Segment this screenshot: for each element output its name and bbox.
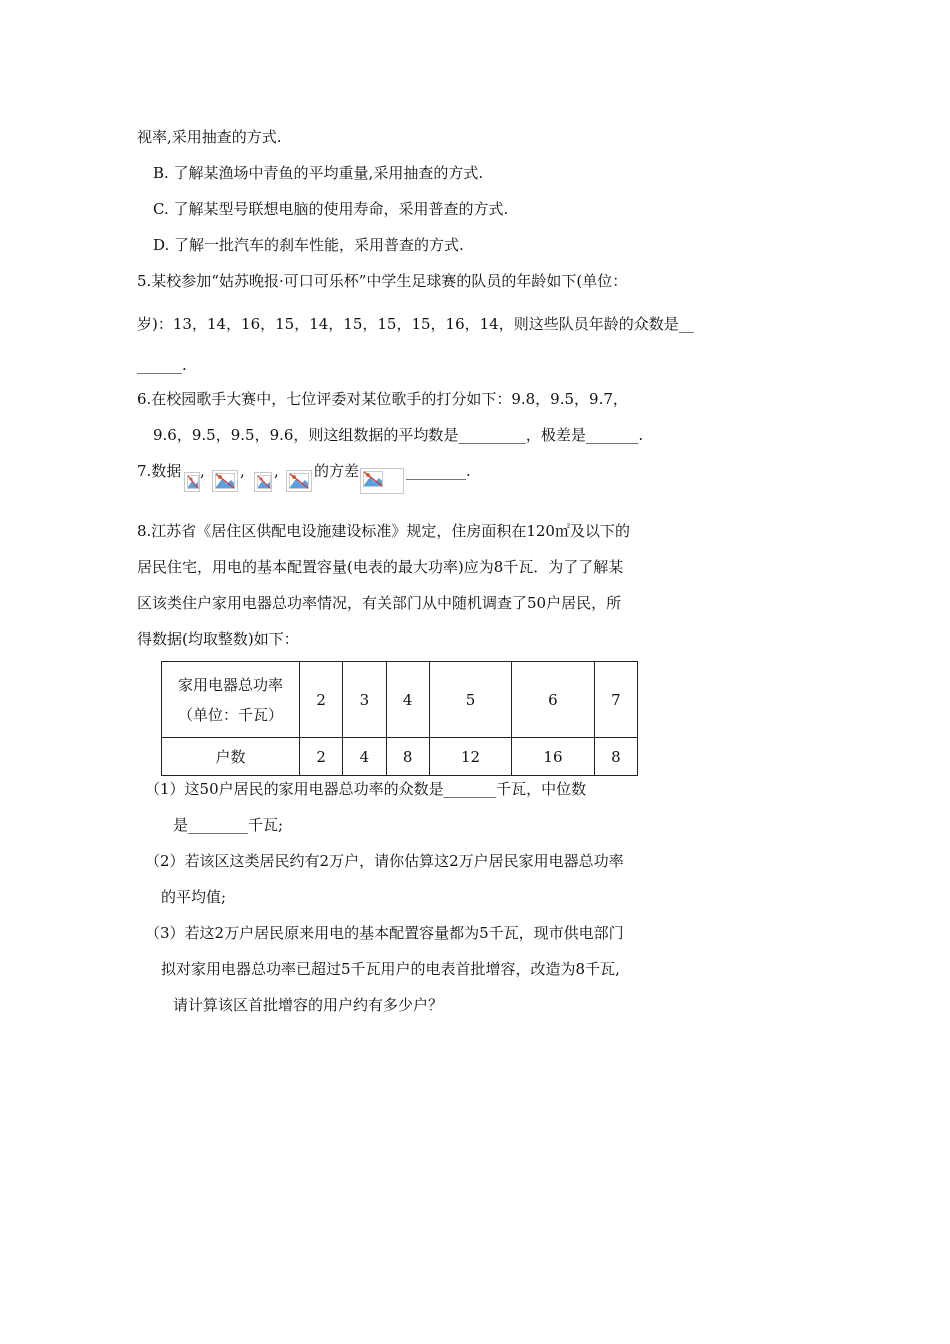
q7-separator-3: , <box>274 462 279 480</box>
q4-option-c: C. 了解某型号联想电脑的使用寿命，采用普查的方式. <box>153 200 509 218</box>
table-cell: 4 <box>343 738 386 776</box>
q8-sub3-line-2: 拟对家用电器总功率已超过5千瓦用户的电表首批增容，改造为8千瓦, <box>161 960 620 978</box>
table-cell: 2 <box>300 662 343 738</box>
broken-image-icon <box>212 470 238 492</box>
header-line-1: 家用电器总功率 <box>177 675 283 694</box>
table-row <box>162 662 638 738</box>
table-cell: 3 <box>343 662 386 738</box>
broken-image-icon <box>184 472 200 492</box>
table-cell: 16 <box>512 738 594 776</box>
q7-variance-label: 的方差 <box>314 462 360 480</box>
q6-line-2: 9.6，9.5，9.5，9.6，则这组数据的平均数是_________，极差是_______. <box>153 426 644 444</box>
q8-line-1: 8.江苏省《居住区供配电设施建设标准》规定，住房面积在120㎡及以下的 <box>137 522 630 540</box>
q8-sub2-line-2: 的平均值; <box>161 888 227 906</box>
q8-sub1-line-1: （1）这50户居民的家用电器总功率的众数是_______千瓦，中位数 <box>145 780 587 798</box>
q7-separator-1: , <box>200 462 205 480</box>
q7-separator-2: , <box>240 462 245 480</box>
table-cell: 7 <box>594 662 637 738</box>
q6-line-1: 6.在校园歌手大赛中，七位评委对某位歌手的打分如下：9.8，9.5，9.7， <box>137 390 628 408</box>
broken-image-icon <box>254 472 272 492</box>
table-cell: 2 <box>300 738 343 776</box>
q8-line-2: 居民住宅，用电的基本配置容量(电表的最大功率)应为8千瓦．为了了解某 <box>137 558 624 576</box>
q4-option-d: D. 了解一批汽车的刹车性能，采用普查的方式. <box>153 236 464 254</box>
q4-option-a-tail: 视率,采用抽查的方式. <box>137 128 282 146</box>
table-header-cell <box>162 662 300 738</box>
table-row-label: 户数 <box>162 738 300 776</box>
q4-option-b: B. 了解某渔场中青鱼的平均重量,采用抽查的方式. <box>153 164 484 182</box>
q8-sub1-line-2: 是________千瓦; <box>173 816 284 834</box>
table-cell: 12 <box>429 738 511 776</box>
q5-line-1: 5.某校参加“姑苏晚报·可口可乐杯”中学生足球赛的队员的年龄如下(单位： <box>137 272 628 290</box>
q8-line-4: 得数据(均取整数)如下： <box>137 630 299 648</box>
q8-sub3-line-3: 请计算该区首批增容的用户约有多少户？ <box>173 996 444 1014</box>
q5-line-2: 岁)：13，14，16，15，14，15，15，15，16，14，则这些队员年龄的众数是__ <box>137 315 694 333</box>
table-cell: 8 <box>594 738 637 776</box>
table-cell: 5 <box>429 662 511 738</box>
power-distribution-table <box>161 661 638 776</box>
table-row <box>162 738 638 776</box>
table-cell: 4 <box>386 662 429 738</box>
q7-answer-blank: ________. <box>406 462 471 480</box>
header-line-2: （单位：千瓦） <box>177 705 283 724</box>
table-cell: 6 <box>512 662 594 738</box>
q8-line-3: 区该类住户家用电器总功率情况，有关部门从中随机调查了50户居民，所 <box>137 594 622 612</box>
table-cell: 8 <box>386 738 429 776</box>
broken-image-icon <box>286 470 312 492</box>
q7-prefix: 7.数据 <box>137 462 182 480</box>
q5-line-3: ______. <box>137 356 187 374</box>
q8-sub2-line-1: （2）若该区这类居民约有2万户，请你估算这2万户居民家用电器总功率 <box>145 852 624 870</box>
broken-image-icon <box>360 468 404 494</box>
q8-sub3-line-1: （3）若这2万户居民原来用电的基本配置容量都为5千瓦，现市供电部门 <box>145 924 624 942</box>
